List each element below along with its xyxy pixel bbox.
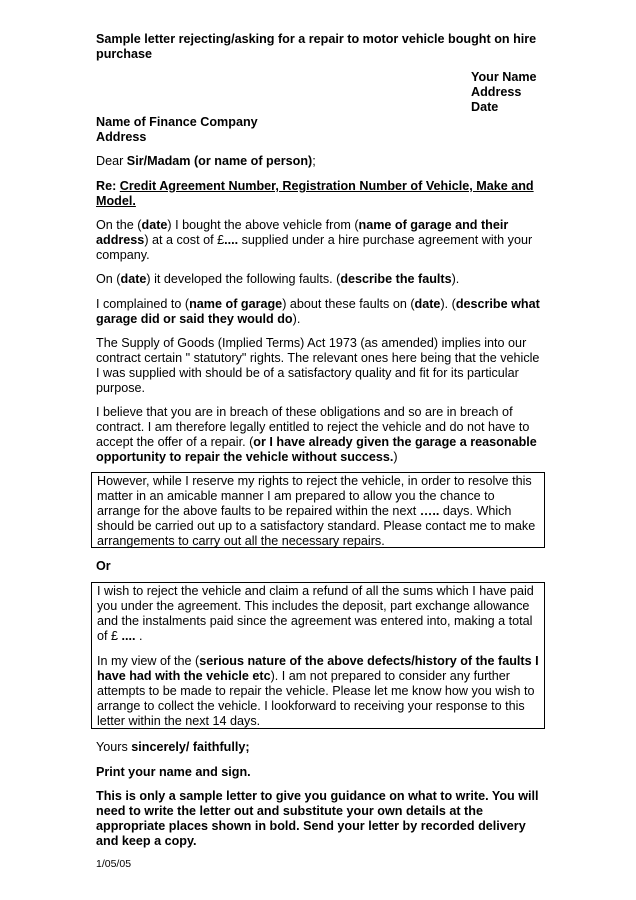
- or-label: Or: [96, 559, 111, 573]
- reject-option-box: [91, 582, 545, 729]
- sender-date: Date: [471, 100, 499, 114]
- guidance-note: This is only a sample letter to give you guidance on what to write. You will need to write the letter out and substitute your own details at the appropriate places shown in bold. Send your letter by recorded delivery and keep a copy.: [96, 789, 539, 848]
- footer-date: 1/05/05: [96, 858, 132, 870]
- paragraph-breach: I believe that you are in breach of these obligations and so are in breach of contract. I am therefore legally entitled to reject the vehicle and do not have to accept the offer of a repair. (or I have already given the garage a reasonable opportunity to repair the vehicle without success.): [96, 405, 537, 464]
- recipient-company: Name of Finance Company: [96, 115, 258, 129]
- repair-option-box: [91, 472, 545, 548]
- recipient-block: [96, 115, 546, 145]
- document-title: Sample letter rejecting/asking for a repair to motor vehicle bought on hire purchase: [96, 32, 537, 61]
- recipient-address: Address: [96, 130, 147, 144]
- salutation: Dear Sir/Madam (or name of person);: [96, 154, 316, 168]
- repair-option-text: However, while I reserve my rights to reject the vehicle, in order to resolve this matter in an amicable manner I am prepared to allow you the chance to arrange for the above faults to be repaired within the next ….. days. Which should be carried out up to a satisfactory standard. Please contact me to make arrangements to carry out all the necessary repairs.: [97, 474, 536, 548]
- reject-option-collect: In my view of the (serious nature of the above defects/history of the faults I have had with the vehicle etc). I am not prepared to consider any further attempts to be made to repair the vehicle. Please let me know how you wish to arrange to collect the vehicle. I lookforward to receiving your response to this letter within the next 14 days.: [97, 654, 539, 728]
- paragraph-complained: I complained to (name of garage) about these faults on (date). (describe what garage did or said they would do).: [96, 297, 540, 326]
- reject-option-refund: I wish to reject the vehicle and claim a refund of all the sums which I have paid you under the agreement. This includes the deposit, part exchange allowance and the instalments paid since the agreement was entered into, making a total of £ .... .: [97, 584, 534, 643]
- print-and-sign: Print your name and sign.: [96, 765, 251, 779]
- paragraph-act: The Supply of Goods (Implied Terms) Act 1973 (as amended) implies into our contract certain " statutory" rights. The relevant ones here being that the vehicle I was supplied with should be of a satisfactory quality and fit for its particular purpose.: [96, 336, 540, 395]
- paragraph-purchase: On the (date) I bought the above vehicle from (name of garage and their address) at a cost of £.... supplied under a hire purchase agreement with your company.: [96, 218, 533, 262]
- subject-line: Re: Credit Agreement Number, Registration Number of Vehicle, Make and Model.: [96, 179, 534, 208]
- paragraph-faults: On (date) it developed the following faults. (describe the faults).: [96, 272, 460, 286]
- sender-block: [471, 70, 591, 115]
- closing: Yours sincerely/ faithfully;: [96, 740, 250, 754]
- sender-name: Your Name: [471, 70, 537, 84]
- sender-address: Address: [471, 85, 522, 99]
